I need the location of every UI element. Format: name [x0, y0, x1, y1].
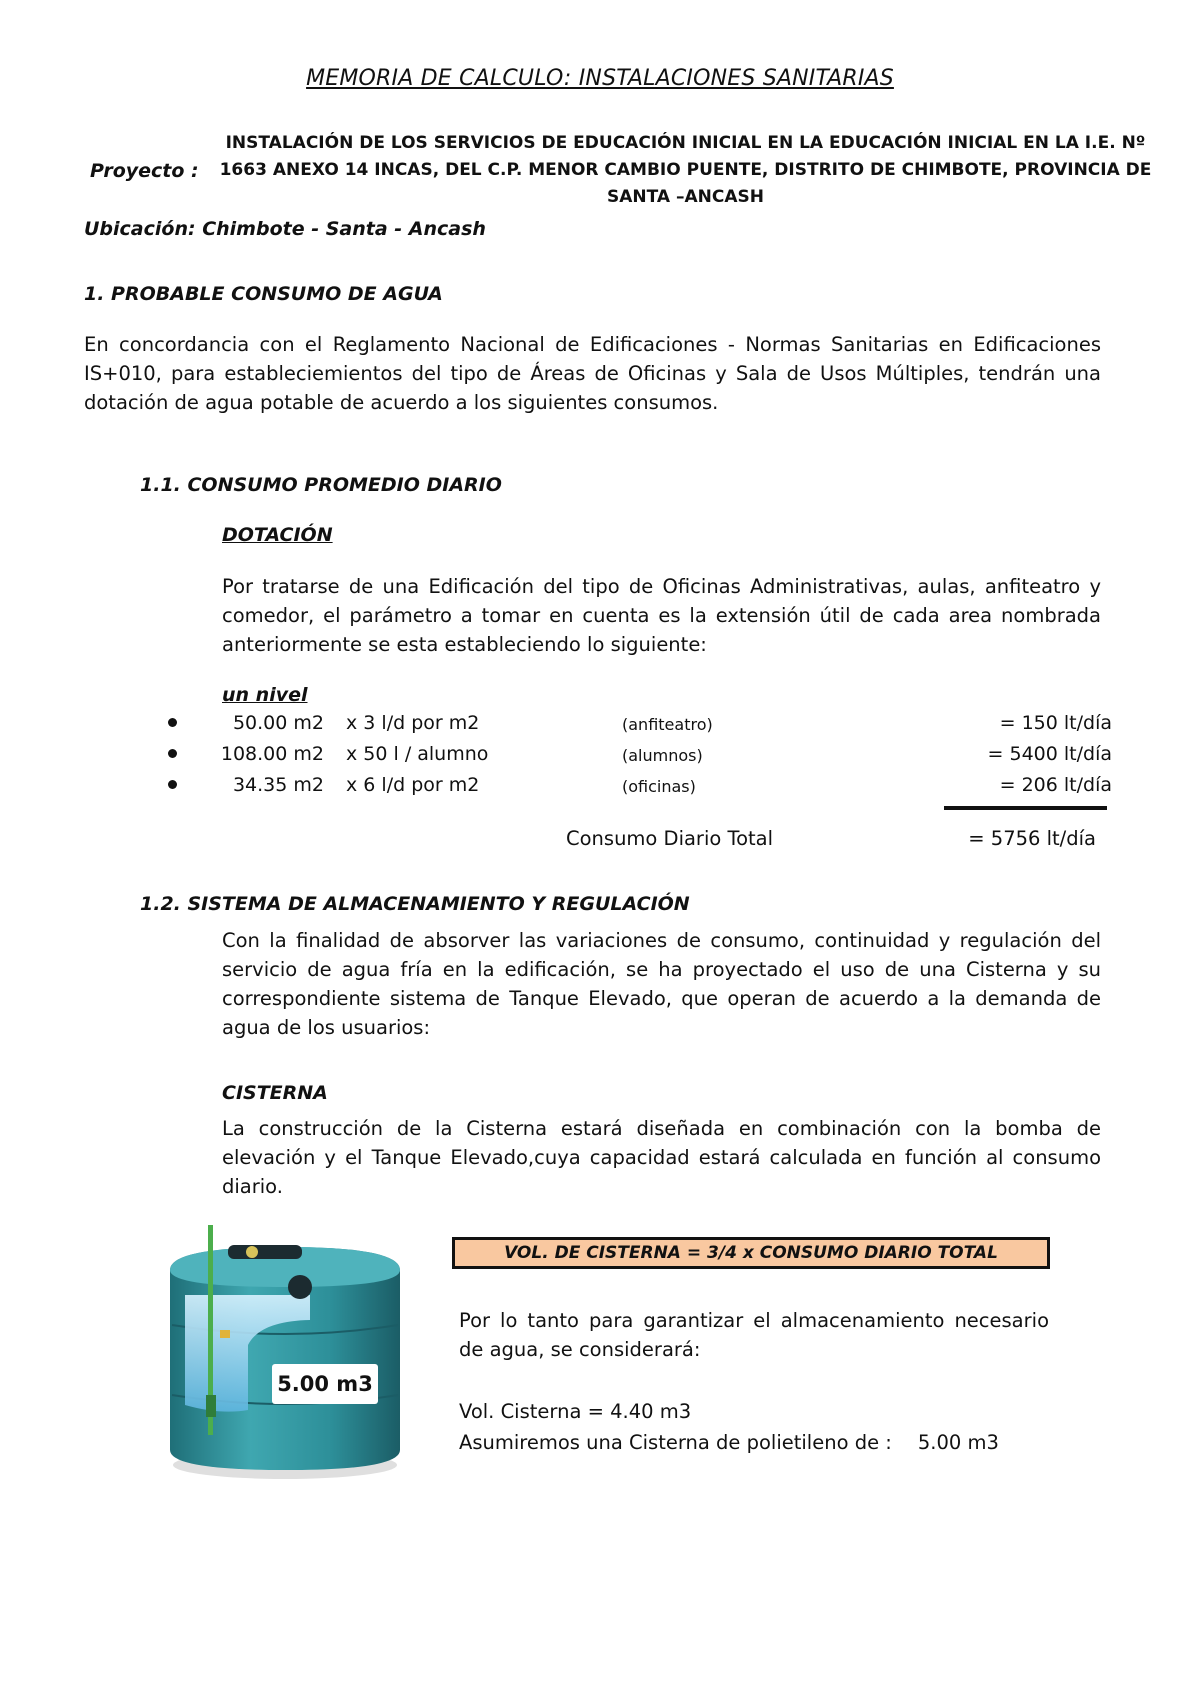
row-category: (alumnos) [622, 746, 703, 765]
bullet-icon [168, 780, 177, 789]
row-area: 108.00 m2 [220, 743, 324, 765]
cisterna-heading: CISTERNA [222, 1082, 328, 1104]
water-tank-image [160, 1225, 410, 1485]
consumption-row [0, 712, 1200, 742]
document-title: MEMORIA DE CALCULO: INSTALACIONES SANITARIAS [306, 66, 894, 91]
level-label: un nivel [222, 684, 308, 706]
bullet-icon [168, 718, 177, 727]
row-rate: x 6 l/d por m2 [346, 774, 480, 796]
conclusion-paragraph: Por lo tanto para garantizar el almacenamiento necesario de agua, se considerará: [459, 1309, 1049, 1361]
location-line: Ubicación: Chimbote - Santa - Ancash [84, 218, 486, 240]
bullet-icon [168, 749, 177, 758]
project-text: INSTALACIÓN DE LOS SERVICIOS DE EDUCACIÓN INICIAL EN LA EDUCACIÓN INICIAL EN LA I.E. Nº 1663 ANEXO 14 INCAS, DEL C.P. MENOR CAMBIO PUENTE, DISTRITO DE CHIMBOTE, PROVINCIA DE SANTA –ANCASH [219, 133, 1152, 207]
formula-box: VOL. DE CISTERNA = 3/4 x CONSUMO DIARIO TOTAL [452, 1237, 1050, 1269]
total-label: Consumo Diario Total [566, 827, 774, 850]
row-rate: x 3 l/d por m2 [346, 712, 480, 734]
section-1-1-heading: 1.1. CONSUMO PROMEDIO DIARIO [140, 474, 502, 496]
row-result: = 206 lt/día [999, 774, 1112, 796]
section-1-paragraph: En concordancia con el Reglamento Nacional de Edificaciones - Normas Sanitarias en Edificaciones IS+010, para estableciemientos del tipo de Áreas de Oficinas y Sala de Usos Múltiples, tendrán una dotación de agua potable de acuerdo a los siguientes consumos. [84, 333, 1101, 414]
section-1-2-paragraph: Con la finalidad de absorver las variaciones de consumo, continuidad y regulación del servicio de agua fría en la edificación, se ha proyectado el uso de una Cisterna y su correspondiente sistema de Tanque Elevado, que operan de acuerdo a la demanda de agua de los usuarios: [222, 929, 1101, 1039]
row-rate: x 50 l / alumno [346, 743, 489, 765]
row-category: (oficinas) [622, 777, 696, 796]
volume-line: Vol. Cisterna = 4.40 m3 [459, 1400, 692, 1423]
row-category: (anfiteatro) [622, 715, 713, 734]
assume-line [459, 1431, 999, 1454]
cisterna-paragraph: La construcción de la Cisterna estará diseñada en combinación con la bomba de elevación y el Tanque Elevado,cuya capacidad estará calculada en función al consumo diario. [222, 1117, 1101, 1198]
total-value: = 5756 lt/día [968, 827, 1096, 850]
row-result: = 5400 lt/día [987, 743, 1112, 765]
sum-divider [944, 806, 1107, 810]
consumption-row [0, 774, 1200, 804]
row-result: = 150 lt/día [999, 712, 1112, 734]
tank-capacity-label: 5.00 m3 [272, 1364, 378, 1404]
consumption-row [0, 743, 1200, 773]
dotacion-paragraph: Por tratarse de una Edificación del tipo de Oficinas Administrativas, aulas, anfiteatro y comedor, el parámetro a tomar en cuenta es la extensión útil de cada area nombrada anteriormente se esta estableciendo lo siguiente: [222, 575, 1101, 656]
assume-text: Asumiremos una Cisterna de polietileno de : [459, 1431, 892, 1454]
row-area: 50.00 m2 [232, 712, 324, 734]
row-area: 34.35 m2 [232, 774, 324, 796]
dotacion-heading: DOTACIÓN [222, 524, 333, 546]
section-1-heading: 1. PROBABLE CONSUMO DE AGUA [84, 283, 443, 305]
section-1-2-heading: 1.2. SISTEMA DE ALMACENAMIENTO Y REGULACIÓN [140, 893, 690, 915]
assume-value: 5.00 m3 [917, 1431, 999, 1454]
project-label: Proyecto : [90, 160, 199, 182]
